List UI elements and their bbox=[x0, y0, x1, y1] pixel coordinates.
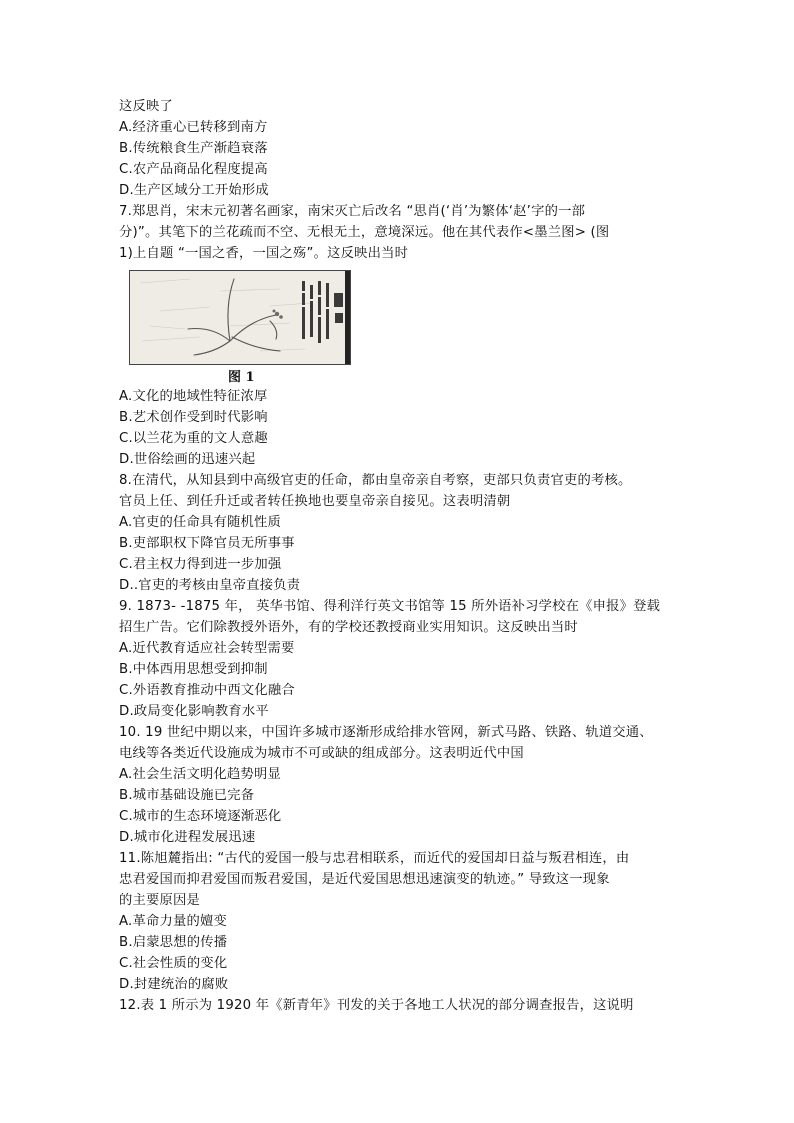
option-d: D.封建统治的腐败 bbox=[119, 977, 229, 992]
option-b: B.艺术创作受到时代影响 bbox=[119, 410, 268, 425]
option-b: B.吏部职权下降官员无所事事 bbox=[119, 536, 295, 551]
option-b: B.传统粮食生产渐趋衰落 bbox=[119, 141, 268, 156]
ink-orchid-painting-image bbox=[129, 270, 351, 365]
question-9-text: 招生广告。它们除教授外语外，有的学校还教授商业实用知识。这反映出当时 bbox=[119, 620, 578, 635]
option-a: A.社会生活文明化趋势明显 bbox=[119, 767, 281, 782]
option-c: C.农产品商品化程度提高 bbox=[119, 162, 268, 177]
text-line: 这反映了 bbox=[119, 99, 173, 114]
option-a: A.经济重心已转移到南方 bbox=[119, 120, 268, 135]
question-10-text: 电线等各类近代设施成为城市不可或缺的组成部分。这表明近代中国 bbox=[119, 746, 524, 761]
option-d: D..官吏的考核由皇帝直接负责 bbox=[119, 578, 301, 593]
orchid-painting-icon bbox=[130, 271, 350, 364]
question-12-text: 12.表 1 所示为 1920 年《新青年》刊发的关于各地工人状况的部分调查报告，这说明 bbox=[119, 998, 634, 1013]
question-8-text: 8.在清代，从知县到中高级官吏的任命，都由皇帝亲自考察，吏部只负责官吏的考核。 bbox=[119, 473, 632, 488]
question-9-text: 9. 1873- -1875 年， 英华书馆、得利洋行英文书馆等 15 所外语补习学校在《申报》登载 bbox=[119, 599, 661, 614]
option-b: B.启蒙思想的传播 bbox=[119, 935, 228, 950]
question-10-text: 10. 19 世纪中期以来，中国许多城市逐渐形成给排水管网，新式马路、铁路、轨道交通、 bbox=[119, 725, 653, 740]
question-8-text: 官员上任、到任升迁或者转任换地也要皇帝亲自接见。这表明清朝 bbox=[119, 494, 511, 509]
option-d: D.城市化进程发展迅速 bbox=[119, 830, 256, 845]
option-b: B.城市基础设施已完备 bbox=[119, 788, 255, 803]
option-a: A.文化的地域性特征浓厚 bbox=[119, 389, 268, 404]
option-d: D.世俗绘画的迅速兴起 bbox=[119, 452, 256, 467]
option-c: C.以兰花为重的文人意趣 bbox=[119, 431, 268, 446]
option-a: A.近代教育适应社会转型需要 bbox=[119, 641, 295, 656]
question-7-text: 分)”。其笔下的兰花疏而不空、无根无土，意境深远。他在其代表作<墨兰图> (图 bbox=[119, 225, 610, 240]
option-a: A.官吏的任命具有随机性质 bbox=[119, 515, 281, 530]
option-c: C.城市的生态环境逐渐恶化 bbox=[119, 809, 282, 824]
question-11-text: 忠君爱国而抑君爱国而叛君爱国，是近代爱国思想迅速演变的轨迹。” 导致这一现象 bbox=[119, 872, 610, 887]
option-c: C.君主权力得到进一步加强 bbox=[119, 557, 282, 572]
figure-caption: 图 1 bbox=[228, 370, 255, 385]
option-a: A.革命力量的嬗变 bbox=[119, 914, 227, 929]
option-c: C.外语教育推动中西文化融合 bbox=[119, 683, 295, 698]
option-d: D.生产区域分工开始形成 bbox=[119, 183, 269, 198]
option-b: B.中体西用思想受到抑制 bbox=[119, 662, 268, 677]
question-7-text: 1)上自题 “一国之香，一国之殇”。这反映出当时 bbox=[119, 246, 409, 261]
question-11-text: 11.陈旭麓指出: “古代的爱国一般与忠君相联系，而近代的爱国却日益与叛君相连，由 bbox=[119, 851, 630, 866]
option-c: C.社会性质的变化 bbox=[119, 956, 228, 971]
question-7-text: 7.郑思肖，宋末元初著名画家，南宋灭亡后改名 “思肖(‘肖’为繁体‘赵’字的一部 bbox=[119, 204, 586, 219]
question-11-text: 的主要原因是 bbox=[119, 893, 200, 908]
option-d: D.政局变化影响教育水平 bbox=[119, 704, 269, 719]
